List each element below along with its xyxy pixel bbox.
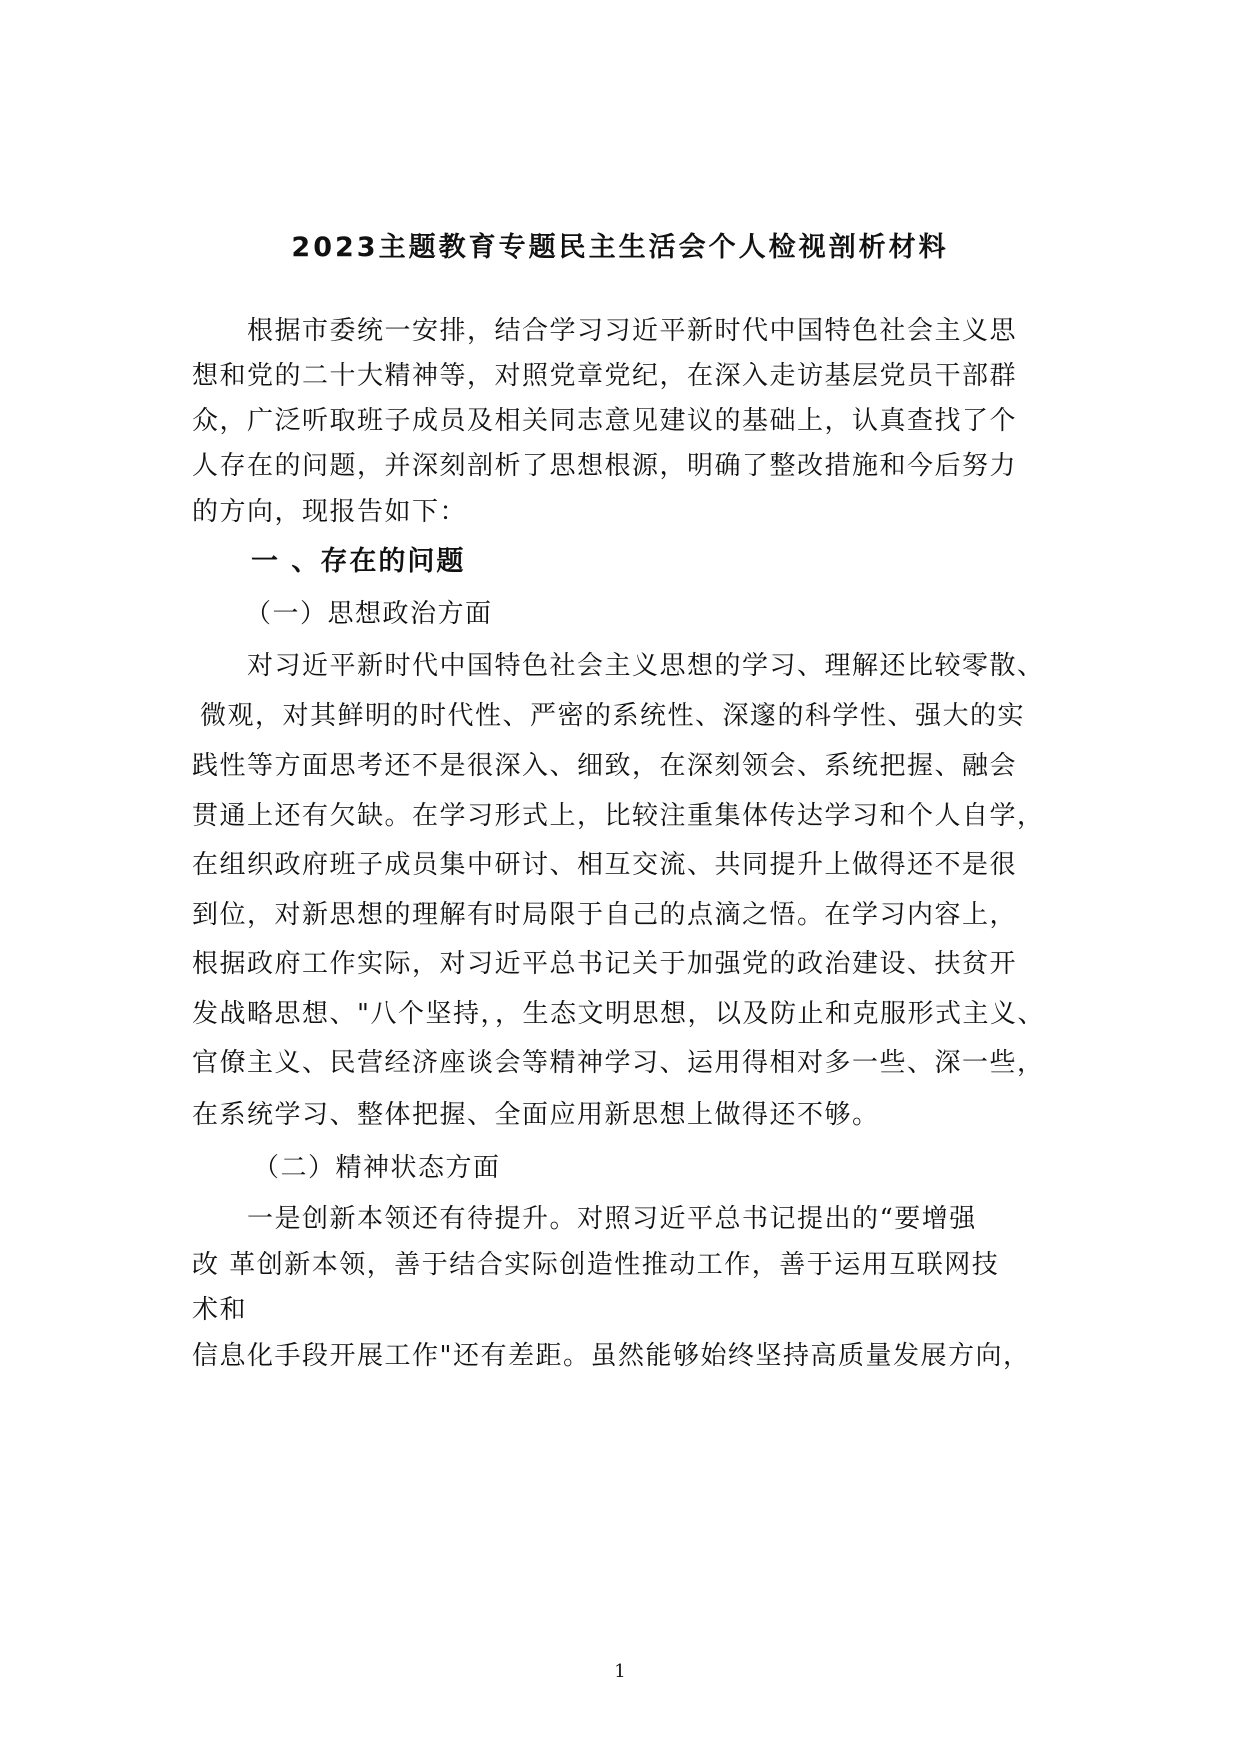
paragraph-line: 官僚主义、民营经济座谈会等精神学习、运用得相对多一些、深一些， xyxy=(192,1048,1045,1078)
paragraph-line: 在系统学习、整体把握、全面应用新思想上做得还不够。 xyxy=(192,1100,880,1130)
document-title: 2023主题教育专题民主生活会个人检视剖析材料 xyxy=(291,232,949,263)
paragraph-line: 对习近平新时代中国特色社会主义思想的学习、理解还比较零散、 xyxy=(247,651,1045,681)
paragraph-line: 到位，对新思想的理解有时局限于自己的点滴之悟。在学习内容上， xyxy=(192,900,1018,930)
subsection-heading: （一）思想政治方面 xyxy=(245,599,493,629)
page-number: 1 xyxy=(614,1661,626,1682)
paragraph-line: 根据政府工作实际，对习近平总书记关于加强党的政治建设、扶贫开 xyxy=(192,949,1018,979)
paragraph-line: 贯通上还有欠缺。在学习形式上，比较注重集体传达学习和个人自学， xyxy=(192,801,1045,831)
intro-line: 根据市委统一安排，结合学习习近平新时代中国特色社会主义思 xyxy=(247,316,1018,346)
section-heading: 一 、存在的问题 xyxy=(251,546,466,577)
paragraph-line: 在组织政府班子成员集中研讨、相互交流、共同提升上做得还不是很 xyxy=(192,850,1018,880)
paragraph-line: 术和 xyxy=(192,1295,248,1325)
intro-line: 众，广泛听取班子成员及相关同志意见建议的基础上，认真查找了个 xyxy=(192,406,1018,436)
subsection-heading: （二）精神状态方面 xyxy=(253,1153,501,1183)
paragraph-line: 一是创新本领还有待提升。对照习近平总书记提出的“要增强 xyxy=(247,1204,977,1234)
intro-line: 人存在的问题，并深刻剖析了思想根源，明确了整改措施和今后努力 xyxy=(192,451,1018,481)
paragraph-line: 信息化手段开展工作"还有差距。虽然能够始终坚持高质量发展方向， xyxy=(192,1341,1031,1371)
paragraph-line: 微观，对其鲜明的时代性、严密的系统性、深邃的科学性、强大的实 xyxy=(200,701,1026,731)
paragraph-line: 践性等方面思考还不是很深入、细致，在深刻领会、系统把握、融会 xyxy=(192,751,1018,781)
intro-line: 想和党的二十大精神等，对照党章党纪，在深入走访基层党员干部群 xyxy=(192,361,1018,391)
paragraph-line: 改 革创新本领，善于结合实际创造性推动工作，善于运用互联网技 xyxy=(192,1250,1000,1280)
intro-line: 的方向，现报告如下： xyxy=(192,497,468,527)
paragraph-line: 发战略思想、"八个坚持，，生态文明思想，以及防止和克服形式主义、 xyxy=(192,999,1045,1029)
